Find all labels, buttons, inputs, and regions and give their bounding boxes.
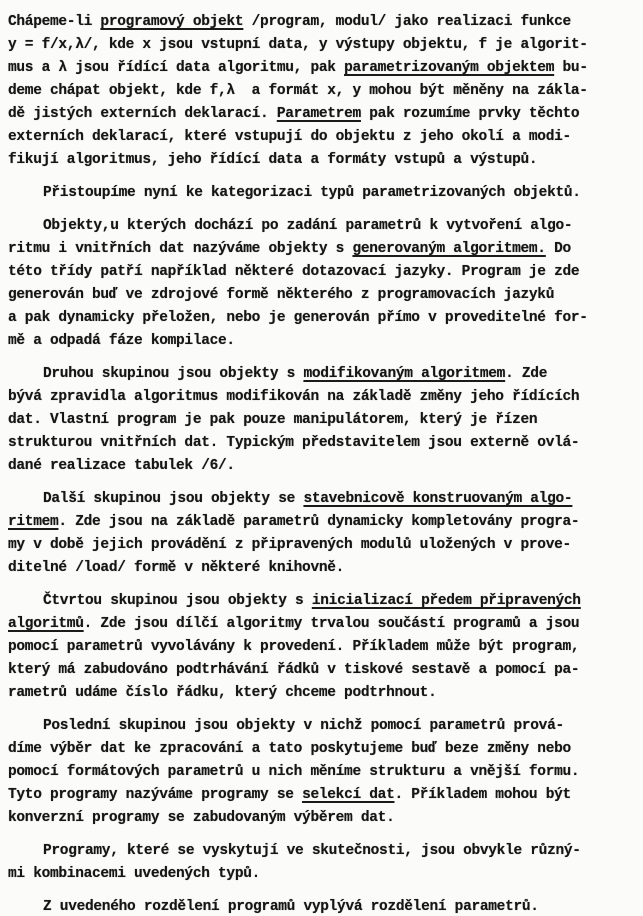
text-segment: fikují algoritmus, jeho řídící data a formáty vstupů a výstupů. [8, 152, 538, 168]
text-line [8, 432, 635, 455]
paragraph-4 [8, 363, 635, 478]
paragraph-1 [8, 11, 635, 172]
text-line [8, 215, 635, 238]
paragraph-7 [8, 715, 635, 830]
text-line [8, 511, 635, 534]
paragraph-3 [8, 215, 635, 353]
paragraph-8 [8, 840, 635, 886]
text-segment: Další skupinou jsou objekty se [43, 491, 304, 507]
text-segment: my v době jejich provádění z připravených modulů uložených v prove- [8, 537, 571, 553]
text-segment: Poslední skupinou jsou objekty v nichž pomocí parametrů prová- [43, 718, 564, 734]
text-line [8, 455, 635, 478]
text-line [8, 182, 635, 205]
text-segment: Programy, které se vyskytují ve skutečnosti, jsou obvykle různý- [43, 843, 581, 859]
text-line [8, 363, 635, 386]
underlined-term: generovaným algoritmem. [352, 241, 546, 257]
text-line [8, 307, 635, 330]
underlined-term: programový objekt [100, 14, 244, 30]
text-segment: bu- [554, 60, 588, 76]
text-segment: rametrů udáme číslo řádku, který chceme podtrhnout. [8, 685, 437, 701]
text-segment: dě jistých externích deklarací. [8, 106, 277, 122]
text-line [8, 659, 635, 682]
text-segment: Objekty,u kterých dochází po zadání parametrů k vytvoření algo- [43, 218, 573, 234]
text-line [8, 330, 635, 353]
text-segment: /program, modul/ jako realizaci funkce [243, 14, 571, 30]
text-segment: Z uvedeného rozdělení programů vyplývá rozdělení parametrů. [43, 899, 539, 915]
text-segment: generován buď ve zdrojové formě některého z programovacích jazyků [8, 287, 555, 303]
text-line [8, 738, 635, 761]
text-segment: pomocí parametrů vyvolávány k provedení. Příkladem může být program, [8, 639, 580, 655]
underlined-term: parametrizovaným objektem [344, 60, 555, 76]
text-line [8, 488, 635, 511]
text-line [8, 557, 635, 580]
text-content [8, 11, 635, 916]
paragraph-5 [8, 488, 635, 580]
text-line [8, 840, 635, 863]
paragraph-6 [8, 590, 635, 705]
text-segment: této třídy patří například některé dotazovací jazyky. Program je zde [8, 264, 580, 280]
text-segment: Chápeme-li [8, 14, 101, 30]
text-line [8, 34, 635, 57]
text-line [8, 238, 635, 261]
underlined-term: Parametrem [276, 106, 361, 122]
text-line [8, 11, 635, 34]
text-segment: Do [545, 241, 571, 257]
text-line [8, 682, 635, 705]
text-line [8, 807, 635, 830]
text-line [8, 636, 635, 659]
text-line [8, 761, 635, 784]
text-line [8, 863, 635, 886]
text-segment: ditelné /load/ formě v některé knihovně. [8, 560, 345, 576]
underlined-term: inicializací předem připravených [311, 593, 581, 609]
text-line [8, 409, 635, 432]
text-segment: Přistoupíme nyní ke kategorizaci typů parametrizovaných objektů. [43, 185, 581, 201]
text-segment: strukturou vnitřních dat. Typickým představitelem jsou externě ovlá- [8, 435, 580, 451]
text-line [8, 590, 635, 613]
underlined-term: stavebnicově konstruovaným algo- [303, 491, 573, 507]
text-segment: Tyto programy nazýváme programy se [8, 787, 303, 803]
text-line [8, 284, 635, 307]
text-segment: externích deklarací, které vstupují do objektu z jeho okolí a modi- [8, 129, 571, 145]
text-line [8, 534, 635, 557]
text-segment: dané realizace tabulek /6/. [8, 458, 235, 474]
text-line [8, 386, 635, 409]
text-segment: . Zde jsou dílčí algoritmy trvalou součástí programů a jsou [83, 616, 580, 632]
underlined-term: ritmem [8, 514, 59, 530]
text-segment: mus a λ jsou řídící data algoritmu, pak [8, 60, 345, 76]
underlined-term: modifikovaným algoritmem [303, 366, 506, 382]
text-segment: ritmu i vnitřních dat nazýváme objekty s [8, 241, 353, 257]
text-segment: . Zde [505, 366, 548, 382]
paragraph-2 [8, 182, 635, 205]
text-segment: Čtvrtou skupinou jsou objekty s [43, 593, 312, 609]
text-line [8, 896, 635, 916]
text-segment: Druhou skupinou jsou objekty s [43, 366, 304, 382]
text-segment: deme chápat objekt, kde f,λ a formát x, y mohou být měněny na zákla- [8, 83, 588, 99]
text-segment: mi kombinacemi uvedených typů. [8, 866, 261, 882]
text-segment: . Zde jsou na základě parametrů dynamicky kompletovány progra- [58, 514, 580, 530]
text-segment: mě a odpadá fáze kompilace. [8, 333, 235, 349]
underlined-term: algoritmů [8, 616, 84, 632]
text-segment: dat. Vlastní program je pak pouze manipulátorem, který je řízen [8, 412, 538, 428]
text-segment: který má zabudováno podtrhávání řádků v tiskové sestavě a pomocí pa- [8, 662, 580, 678]
underlined-term: selekcí dat [302, 787, 395, 803]
text-line [8, 149, 635, 172]
text-line [8, 126, 635, 149]
paragraph-9 [8, 896, 635, 916]
text-segment: pomocí formátových parametrů u nich měníme strukturu a vnější formu. [8, 764, 580, 780]
text-line [8, 784, 635, 807]
text-line [8, 57, 635, 80]
text-line [8, 613, 635, 636]
text-segment: pak rozumíme prvky těchto [360, 106, 580, 122]
text-segment: bývá zpravidla algoritmus modifikován na základě změny jeho řídících [8, 389, 580, 405]
text-line [8, 715, 635, 738]
text-segment: . Příkladem mohou být [394, 787, 571, 803]
text-segment: konverzní programy se zabudovaným výběrem dat. [8, 810, 395, 826]
text-segment: a pak dynamicky přeložen, nebo je generován přímo v proveditelné for- [8, 310, 588, 326]
text-segment: y = f/x,λ/, kde x jsou vstupní data, y výstupy objektu, f je algorit- [8, 37, 588, 53]
text-line [8, 80, 635, 103]
text-line [8, 103, 635, 126]
text-line [8, 261, 635, 284]
text-segment: díme výběr dat ke zpracování a tato poskytujeme buď beze změny nebo [8, 741, 571, 757]
